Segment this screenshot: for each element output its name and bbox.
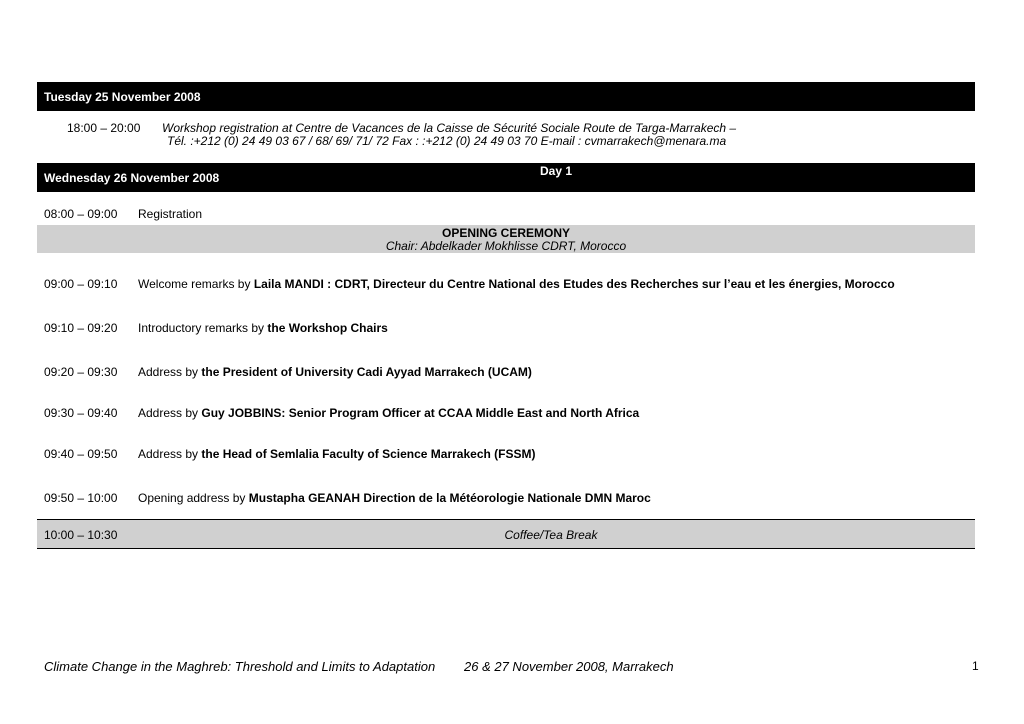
session-description: [138, 447, 535, 461]
session-time: 09:00 – 09:10: [44, 277, 118, 291]
session-prefix: Welcome remarks by: [138, 277, 254, 291]
day-header-tuesday: [37, 82, 975, 111]
day-header-label: Wednesday 26 November 2008: [44, 171, 220, 185]
break-label: Coffee/Tea Break: [504, 528, 598, 542]
session-description: [138, 365, 532, 379]
session-description: [138, 491, 651, 505]
ceremony-chair: Chair: Abdelkader Mokhlisse CDRT, Morocco: [385, 239, 627, 253]
session-prefix: Introductory remarks by: [138, 321, 268, 335]
day-label: Day 1: [539, 164, 573, 178]
footer-dates: 26 & 27 November 2008, Marrakech: [464, 659, 674, 674]
session-prefix: Opening address by: [138, 491, 249, 505]
session-speaker: the Head of Semlalia Faculty of Science Marrakech (FSSM): [201, 447, 536, 461]
ceremony-title: OPENING CEREMONY: [441, 226, 570, 240]
session-time: 09:30 – 09:40: [44, 406, 118, 420]
session-description: [138, 277, 895, 291]
session-prefix: Address by: [138, 406, 202, 420]
session-description: Registration: [138, 207, 203, 221]
day-header-wednesday: [37, 163, 975, 192]
session-description: [138, 406, 639, 420]
session-speaker: the Workshop Chairs: [267, 321, 388, 335]
registration-time: 18:00 – 20:00: [67, 121, 141, 135]
session-time: 09:40 – 09:50: [44, 447, 118, 461]
session-time: 09:20 – 09:30: [44, 365, 118, 379]
session-speaker: Guy JOBBINS: Senior Program Officer at CCAA Middle East and North Africa: [201, 406, 640, 420]
footer-title: Climate Change in the Maghreb: Threshold and Limits to Adaptation: [44, 659, 436, 674]
break-time: 10:00 – 10:30: [44, 528, 118, 542]
session-speaker: Laila MANDI : CDRT, Directeur du Centre National des Etudes des Recherches sur l’eau et les énergies, Morocco: [253, 277, 895, 291]
session-speaker: the President of University Cadi Ayyad Marrakech (UCAM): [201, 365, 532, 379]
coffee-break-band: [37, 520, 975, 548]
opening-ceremony-band: [37, 225, 975, 253]
session-speaker: Mustapha GEANAH Direction de la Météorologie Nationale DMN Maroc: [248, 491, 651, 505]
registration-line-2: Tél. :+212 (0) 24 49 03 67 / 68/ 69/ 71/ 72 Fax : :+212 (0) 24 49 03 70 E-mail : cvmarrakech@menara.ma: [167, 134, 727, 148]
session-prefix: Address by: [138, 365, 202, 379]
registration-line-1: Workshop registration at Centre de Vacances de la Caisse de Sécurité Sociale Route de Targa-Marrakech –: [162, 121, 737, 135]
divider: [37, 548, 975, 549]
session-time: 09:50 – 10:00: [44, 491, 118, 505]
session-prefix: Address by: [138, 447, 202, 461]
session-description: [138, 321, 388, 335]
session-time: 08:00 – 09:00: [44, 207, 118, 221]
day-header-label: Tuesday 25 November 2008: [44, 90, 201, 104]
page-number: 1: [972, 659, 979, 673]
session-time: 09:10 – 09:20: [44, 321, 118, 335]
